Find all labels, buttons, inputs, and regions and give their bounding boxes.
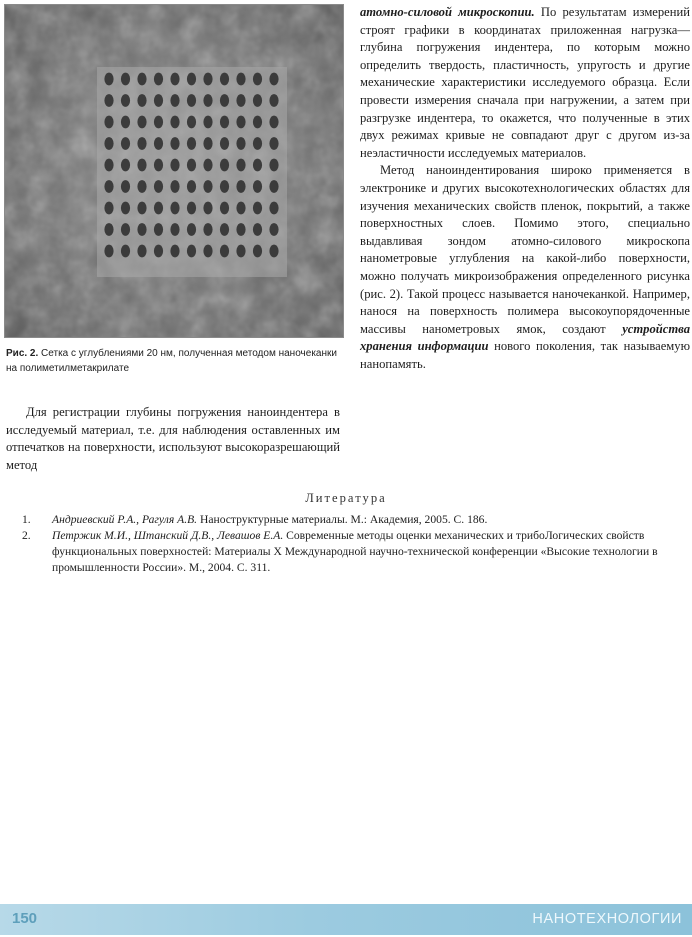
indentation-dot bbox=[253, 73, 262, 86]
indentation-dot bbox=[104, 223, 113, 236]
right-paragraph-1 bbox=[360, 4, 690, 162]
emphasis-storage: устройства хранения информации bbox=[360, 321, 690, 354]
reference-authors: Андриевский Р.А., Рагуля А.В. bbox=[52, 513, 198, 526]
indentation-dot bbox=[269, 180, 278, 193]
indentation-dot bbox=[170, 159, 179, 172]
indentation-dot bbox=[187, 94, 196, 107]
indentation-dot bbox=[203, 159, 212, 172]
indentation-dot bbox=[236, 180, 245, 193]
indentation-dot bbox=[187, 245, 196, 258]
indentation-dot bbox=[154, 116, 163, 129]
indentation-dot bbox=[121, 137, 130, 150]
indentation-dot bbox=[203, 137, 212, 150]
indentation-dot bbox=[253, 137, 262, 150]
indentation-dot bbox=[121, 116, 130, 129]
indentation-dot bbox=[137, 245, 146, 258]
indentation-dot bbox=[170, 137, 179, 150]
right-paragraph-2 bbox=[360, 162, 690, 373]
indentation-dot bbox=[104, 180, 113, 193]
afm-image bbox=[5, 5, 343, 337]
reference-number: 1. bbox=[22, 513, 31, 526]
indentation-dot bbox=[137, 73, 146, 86]
indentation-dot bbox=[104, 202, 113, 215]
indentation-dot bbox=[236, 202, 245, 215]
indentation-dot bbox=[253, 94, 262, 107]
left-paragraph: Для регистрации глубины погружения наноиндентера в исследуемый материал, т.е. для наблюдения оставленных им отпечатков на поверхности, используют высокоразрешающий метод bbox=[6, 405, 340, 472]
indentation-dot bbox=[220, 116, 229, 129]
indentation-dot bbox=[187, 73, 196, 86]
indentation-dot bbox=[121, 180, 130, 193]
indentation-dot bbox=[170, 245, 179, 258]
indentation-dot bbox=[269, 94, 278, 107]
indentation-dot bbox=[137, 159, 146, 172]
indentation-dot bbox=[137, 137, 146, 150]
indentation-dot bbox=[137, 94, 146, 107]
indentation-dot bbox=[137, 223, 146, 236]
indentation-dot bbox=[269, 223, 278, 236]
indentation-dot bbox=[269, 116, 278, 129]
right-column bbox=[360, 4, 690, 373]
indentation-dot bbox=[203, 245, 212, 258]
indentation-dot bbox=[121, 202, 130, 215]
indentation-dot bbox=[253, 223, 262, 236]
indentation-dot bbox=[269, 137, 278, 150]
indentation-dot bbox=[170, 73, 179, 86]
indentation-dot bbox=[154, 180, 163, 193]
indentation-dot bbox=[187, 116, 196, 129]
references-title: Литература bbox=[305, 491, 387, 505]
afm-figure bbox=[4, 4, 344, 338]
indentation-dot bbox=[137, 202, 146, 215]
indentation-dot bbox=[187, 180, 196, 193]
indentation-dot bbox=[269, 245, 278, 258]
indentation-dot bbox=[203, 116, 212, 129]
indentation-dot bbox=[187, 223, 196, 236]
indentation-dot bbox=[104, 116, 113, 129]
indentation-dot bbox=[253, 159, 262, 172]
indentation-dot bbox=[220, 137, 229, 150]
indentation-dot bbox=[220, 94, 229, 107]
indentation-dot bbox=[203, 223, 212, 236]
indentation-dot bbox=[154, 202, 163, 215]
indentation-dot bbox=[121, 223, 130, 236]
indentation-dot bbox=[253, 202, 262, 215]
reference-authors: Петржик М.И., Штанский Д.В., Левашов Е.А. bbox=[52, 529, 284, 542]
indentation-dot bbox=[170, 223, 179, 236]
reference-text: Наноструктурные материалы. М.: Академия, 2005. С. 186. bbox=[197, 513, 488, 526]
indentation-dot bbox=[154, 137, 163, 150]
caption-text: Сетка с углублениями 20 нм, полученная методом наночеканки на полиметилметакрилате bbox=[6, 348, 337, 374]
reference-text: Современные методы оценки механических и трибоЛогических свойств функциональных поверхностей: Материалы X Международной научно-технической конференции «Высокие технологии в промышленности России». М., 2004. С. 311. bbox=[52, 529, 658, 574]
indentation-dot bbox=[187, 159, 196, 172]
indentation-dot bbox=[104, 159, 113, 172]
indentation-dot bbox=[236, 245, 245, 258]
indentation-dot bbox=[203, 202, 212, 215]
indentation-dot bbox=[236, 116, 245, 129]
indentation-dot bbox=[236, 159, 245, 172]
indentation-dot bbox=[154, 159, 163, 172]
indentation-dot bbox=[220, 73, 229, 86]
indentation-dot bbox=[220, 245, 229, 258]
indentation-dot bbox=[253, 180, 262, 193]
emphasis-afm: атомно-силовой микроскопии. bbox=[360, 5, 535, 19]
indentation-dot bbox=[104, 94, 113, 107]
indentation-dot bbox=[220, 159, 229, 172]
right-paragraph-1-text: По результатам измерений строят графики в координатах приложенная нагрузка—глубина погружения индентера, по которым можно определить твердость, пластичность, упругость и другие механические характеристики исследуемого образца. Если провести измерения сначала при нагружении, а затем при разгрузке индентера, то окажется, что полученные в этих двух режимах кривые не совпадают друг с другом из-за неэластичности исследуемых материалов. bbox=[360, 5, 690, 160]
right-paragraph-2-text-a: Метод наноиндентирования широко применяется в электронике и других высокотехнологических областях для изучения механических свойств пленок, покрытий, а также поверхностных слоев. Помимо этого, специально выдавливая зондом атомно-силового микроскопа нанометровые углубления на какой-либо поверхности, можно получать микроизображения определенного рисунка (рис. 2). Такой процесс называется наночеканкой. Например, нанося на поверхность полимера высокоупорядоченные массивы нанометровых ямок, создают bbox=[360, 163, 690, 336]
indentation-dot bbox=[236, 73, 245, 86]
indentation-dot bbox=[104, 73, 113, 86]
indentation-dot bbox=[220, 180, 229, 193]
indentation-dot bbox=[203, 180, 212, 193]
indentation-dot bbox=[187, 202, 196, 215]
figure-caption bbox=[6, 346, 342, 376]
indentation-dot bbox=[220, 202, 229, 215]
indentation-dot bbox=[154, 223, 163, 236]
indentation-dot bbox=[137, 180, 146, 193]
indentation-dot bbox=[220, 223, 229, 236]
indentation-dot bbox=[236, 137, 245, 150]
indentation-dot bbox=[269, 159, 278, 172]
indentation-dot bbox=[236, 94, 245, 107]
indentation-dot bbox=[121, 245, 130, 258]
indentation-dot bbox=[253, 245, 262, 258]
indentation-dot bbox=[187, 137, 196, 150]
indentation-dot bbox=[154, 73, 163, 86]
indentation-dot bbox=[203, 73, 212, 86]
reference-item bbox=[22, 512, 684, 528]
indentation-dot bbox=[121, 159, 130, 172]
references-list bbox=[22, 512, 684, 576]
indentation-dot bbox=[253, 116, 262, 129]
indentation-dot bbox=[170, 116, 179, 129]
indentation-dot bbox=[137, 116, 146, 129]
caption-label: Рис. 2. bbox=[6, 348, 39, 359]
journal-title: НАНОТЕХНОЛОГИИ bbox=[532, 911, 682, 927]
left-column bbox=[6, 404, 340, 474]
reference-item bbox=[22, 528, 684, 576]
indentation-dot bbox=[269, 202, 278, 215]
indentation-dot bbox=[121, 94, 130, 107]
indentation-dot bbox=[170, 202, 179, 215]
indentation-dot bbox=[170, 180, 179, 193]
page-footer bbox=[0, 904, 692, 935]
indentation-dot bbox=[154, 94, 163, 107]
indentation-dot bbox=[203, 94, 212, 107]
indentation-dot bbox=[236, 223, 245, 236]
indentation-dot bbox=[104, 245, 113, 258]
indentation-dot bbox=[154, 245, 163, 258]
reference-number: 2. bbox=[22, 529, 31, 542]
indentation-dot bbox=[269, 73, 278, 86]
indentation-dot bbox=[121, 73, 130, 86]
indentation-dot bbox=[170, 94, 179, 107]
indentation-dot bbox=[104, 137, 113, 150]
page-number: 150 bbox=[12, 910, 38, 927]
right-paragraph-2-text-b: нового поколения, так называемую нанопамять. bbox=[360, 339, 690, 371]
